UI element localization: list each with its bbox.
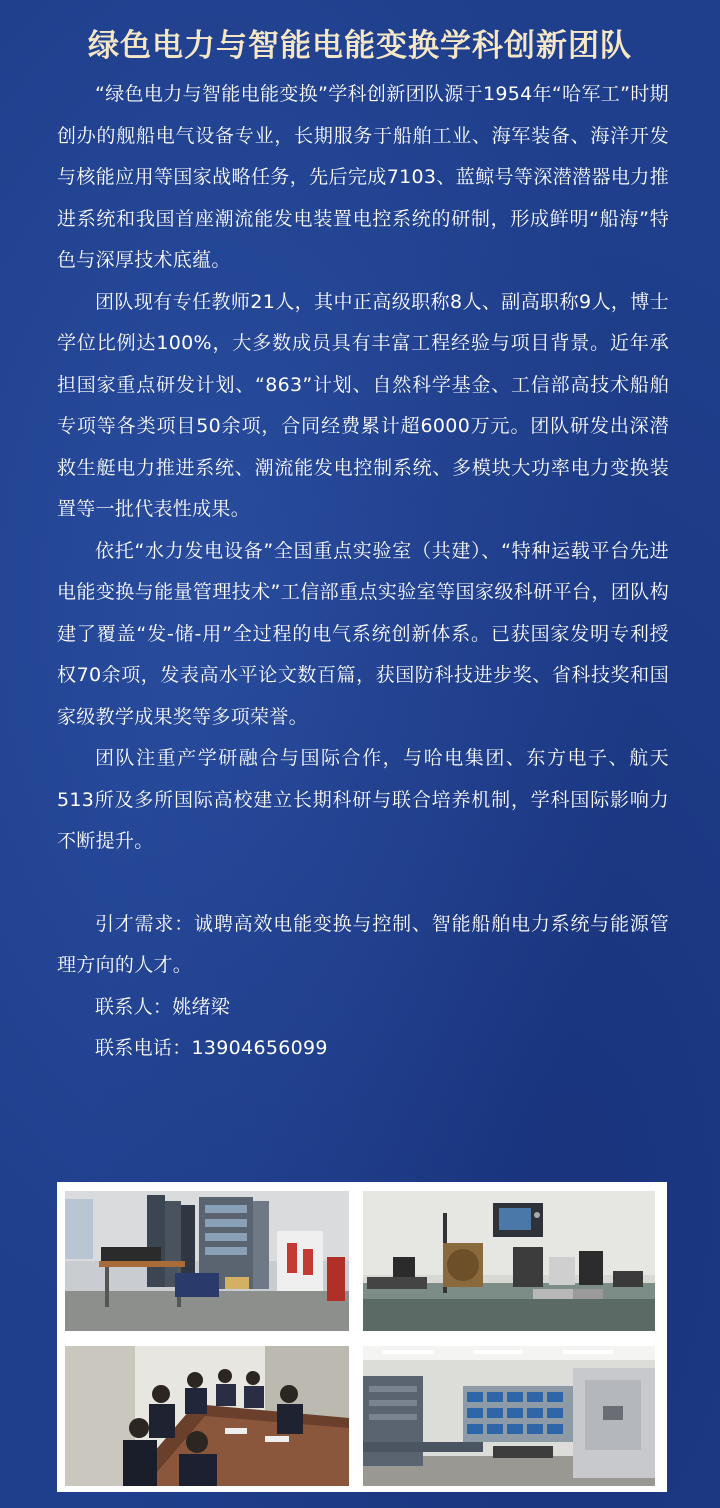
photo-panel (57, 1182, 667, 1492)
contact-phone: 联系电话：13904656099 (95, 1037, 328, 1059)
intro-paragraph: “绿色电力与智能电能变换”学科创新团队源于1954年“哈军工”时期创办的舰船电气设备专业，长期服务于船舶工业、海军装备、海洋开发与核能应用等国家战略任务，先后完成7103、蓝鲸号等深潜潜器电力推进系统和我国首座潮流能发电装置电控系统的研制，形成鲜明“船海”特色与深厚技术底蕴。 (57, 83, 669, 271)
cooperation-paragraph: 团队注重产学研融合与国际合作，与哈电集团、东方电子、航天513所及多所国际高校建立长期科研与联合培养机制，学科国际影响力不断提升。 (57, 747, 669, 852)
team-paragraph: 团队现有专任教师21人，其中正高级职称8人、副高职称9人，博士学位比例达100%，大多数成员具有丰富工程经验与项目背景。近年承担国家重点研发计划、“863”计划、自然科学基金、工信部高技术船舶专项等各类项目50余项，合同经费累计超6000万元。团队研发出深潜救生艇电力推进系统、潮流能发电控制系统、多模块大功率电力变换装置等一批代表性成果。 (57, 290, 669, 520)
laboratory-workshop-photo (363, 1346, 655, 1486)
main-content (57, 74, 669, 1070)
lab-equipment-racks-photo (65, 1191, 349, 1331)
spacer (57, 863, 669, 904)
contact-person: 联系人：姚绪梁 (95, 995, 231, 1018)
meeting-room-photo (65, 1346, 349, 1486)
page-title: 绿色电力与智能电能变换学科创新团队 (88, 28, 632, 64)
recruitment-text: 引才需求：诚聘高效电能变换与控制、智能船舶电力系统与能源管理方向的人才。 (57, 912, 669, 976)
lab-bench-oscilloscope-photo (363, 1191, 655, 1331)
platform-paragraph: 依托“水力发电设备”全国重点实验室（共建）、“特种运载平台先进电能变换与能量管理技术”工信部重点实验室等国家级科研平台，团队构建了覆盖“发-储-用”全过程的电气系统创新体系。已获国家发明专利授权70余项，发表高水平论文数百篇，获国防科技进步奖、省科技奖和国家级教学成果奖等多项荣誉。 (57, 539, 669, 728)
